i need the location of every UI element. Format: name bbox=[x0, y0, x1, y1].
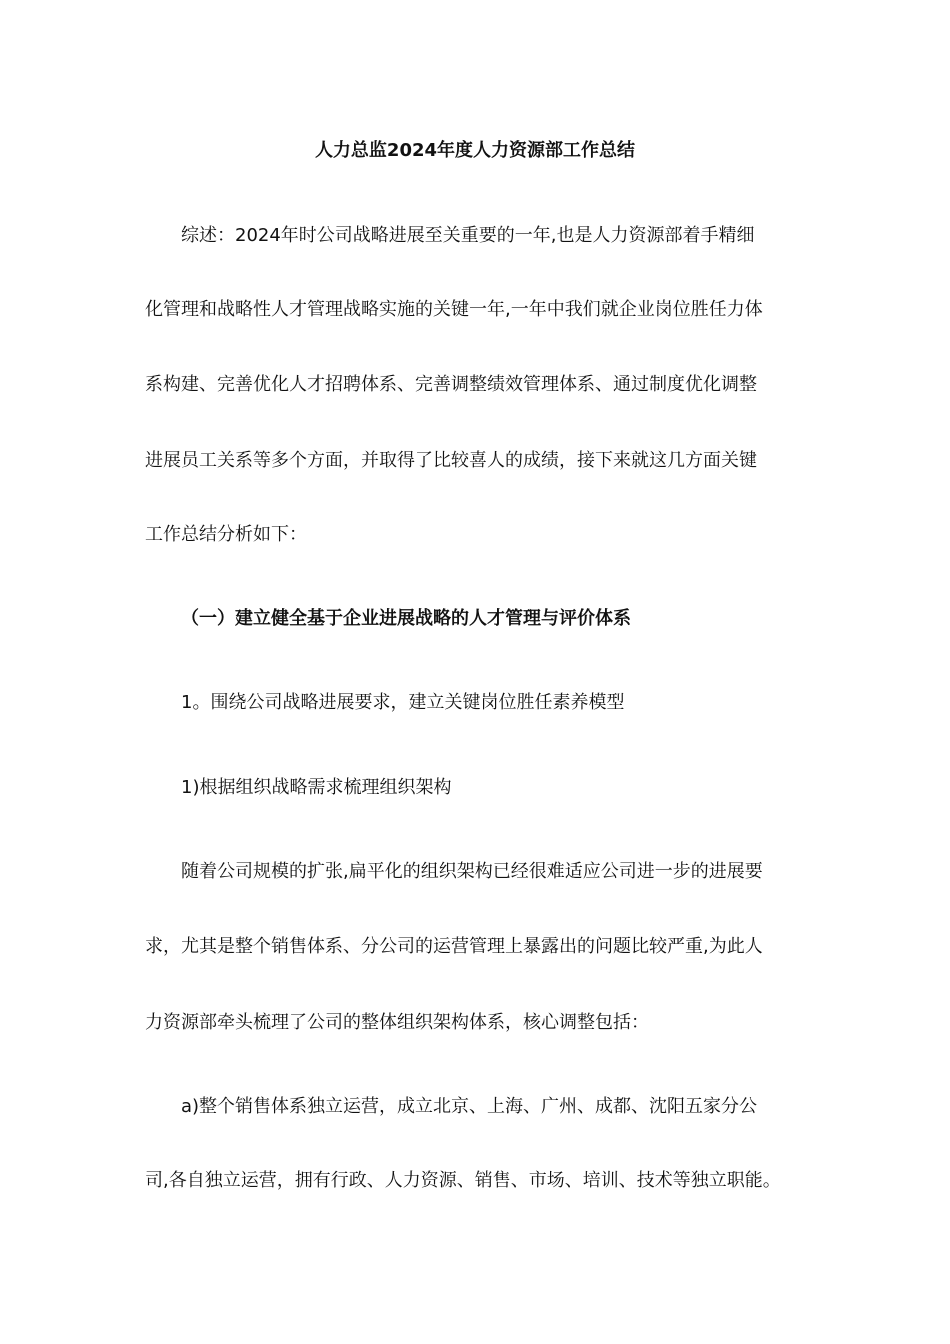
section-heading: （一）建立健全基于企业进展战略的人才管理与评价体系 bbox=[181, 608, 631, 629]
subheading-1: 1。围绕公司战略进展要求，建立关键岗位胜任素养模型 bbox=[181, 692, 625, 713]
subheading-2: 1)根据组织战略需求梳理组织架构 bbox=[181, 777, 452, 798]
intro-line: 进展员工关系等多个方面，并取得了比较喜人的成绩，接下来就这几方面关键 bbox=[145, 450, 757, 471]
intro-line: 化管理和战略性人才管理战略实施的关键一年,一年中我们就企业岗位胜任力体 bbox=[145, 299, 763, 320]
body-line: 力资源部牵头梳理了公司的整体组织架构体系，核心调整包括： bbox=[145, 1012, 649, 1033]
body-line: 随着公司规模的扩张,扁平化的组织架构已经很难适应公司进一步的进展要 bbox=[181, 861, 763, 882]
body-line: 求，尤其是整个销售体系、分公司的运营管理上暴露出的问题比较严重,为此人 bbox=[145, 936, 763, 957]
item-a-line: a)整个销售体系独立运营，成立北京、上海、广州、成都、沈阳五家分公 bbox=[181, 1096, 758, 1117]
intro-line: 工作总结分析如下： bbox=[145, 524, 307, 545]
intro-line: 综述：2024年时公司战略进展至关重要的一年,也是人力资源部着手精细 bbox=[181, 225, 755, 246]
intro-line: 系构建、完善优化人才招聘体系、完善调整绩效管理体系、通过制度优化调整 bbox=[145, 374, 757, 395]
item-a-line: 司,各自独立运营，拥有行政、人力资源、销售、市场、培训、技术等独立职能。 bbox=[145, 1170, 781, 1191]
document-title: 人力总监2024年度人力资源部工作总结 bbox=[314, 140, 636, 161]
